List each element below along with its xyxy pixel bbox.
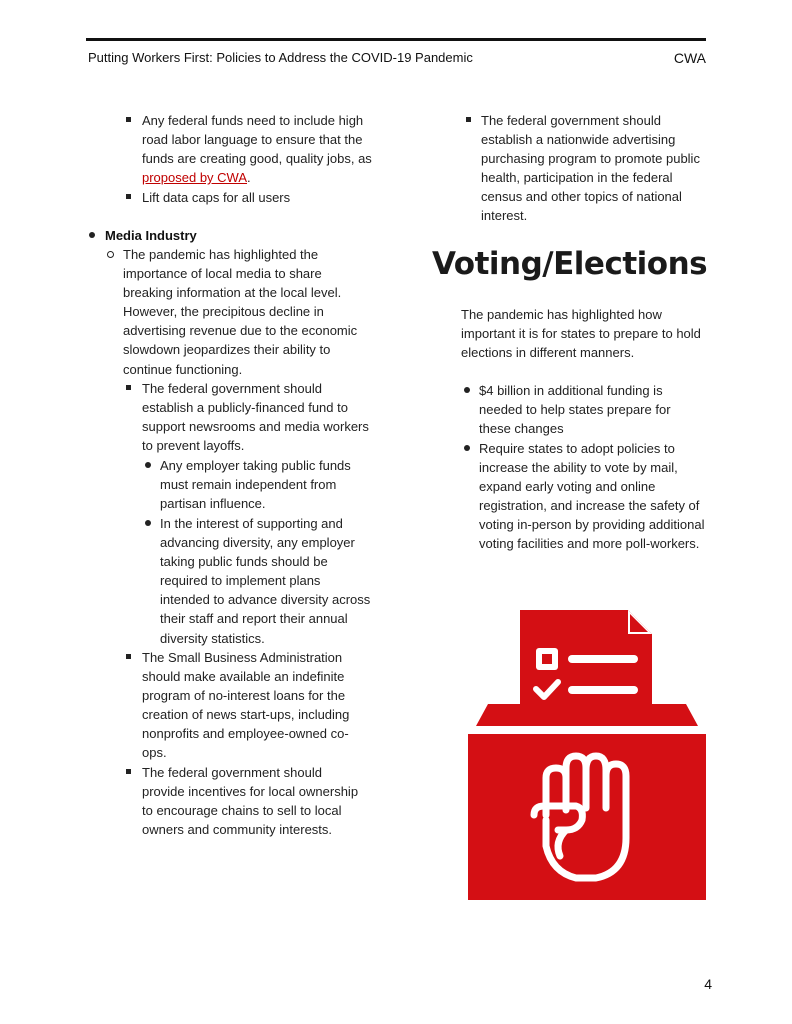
media-industry-intro: The pandemic has highlighted the importance of local media to share breaking information at the local level. However, the precipitous decline in advertising revenue due to the economic slowdown jeopardizes their ability to continue functioning. [123, 247, 358, 377]
list-item: The Small Business Administration should make available an indefinite program of no-interest loans for the creation of news start-ups, including nonprofits and employee-owned co-ops. [142, 650, 350, 761]
round-bullet-icon [145, 462, 151, 468]
list-item: In the interest of supporting and advancing diversity, any employer taking public funds should be required to implement plans intended to advance diversity across their staff and report their annual diversity statistics. [160, 516, 371, 646]
page-number: 4 [704, 976, 712, 992]
square-bullet-icon [466, 117, 471, 122]
ring-bullet-icon [107, 251, 114, 258]
square-bullet-icon [126, 117, 131, 122]
list-item [142, 111, 374, 187]
round-bullet-icon [89, 232, 95, 238]
square-bullet-icon [126, 654, 131, 659]
media-industry-heading: Media Industry [105, 228, 197, 243]
list-item: Any employer taking public funds must remain independent from partisan influence. [160, 458, 351, 512]
proposed-by-cwa-link[interactable]: proposed by CWA [142, 170, 248, 186]
square-bullet-icon [126, 769, 131, 774]
square-bullet-icon [126, 194, 131, 199]
list-item-text-end: . [247, 170, 251, 186]
list-item: The federal government should provide incentives for local ownership to encourage chains to sell to local owners and community interests. [142, 765, 359, 838]
list-item: Lift data caps for all users [142, 190, 291, 205]
list-item: Require states to adopt policies to increase the ability to vote by mail, expand early voting and online registration, and increase the safety of voting in-person by providing additional voting facilities and more poll-workers. [479, 441, 705, 552]
list-item: The federal government should establish a nationwide advertising purchasing program to promote public health, participation in the federal census and other topics of national interest. [481, 113, 700, 224]
header-rule [86, 38, 706, 41]
voting-intro: The pandemic has highlighted how important it is for states to prepare to hold elections in different manners. [461, 307, 701, 361]
header-org: CWA [673, 50, 706, 66]
round-bullet-icon [464, 387, 470, 393]
round-bullet-icon [464, 445, 470, 451]
list-item: $4 billion in additional funding is needed to help states prepare for these changes [479, 383, 671, 437]
square-bullet-icon [126, 385, 131, 390]
ballot-box-raised-fist-icon [468, 610, 706, 900]
voting-elections-heading: Voting/Elections [432, 246, 708, 282]
list-item-text: Any federal funds need to include high road labor language to ensure that the funds are creating good, quality jobs, as [142, 113, 372, 167]
list-item: The federal government should establish a publicly-financed fund to support newsrooms and media workers to prevent layoffs. [142, 381, 369, 454]
round-bullet-icon [145, 520, 151, 526]
header-title: Putting Workers First: Policies to Address the COVID-19 Pandemic [88, 50, 473, 65]
